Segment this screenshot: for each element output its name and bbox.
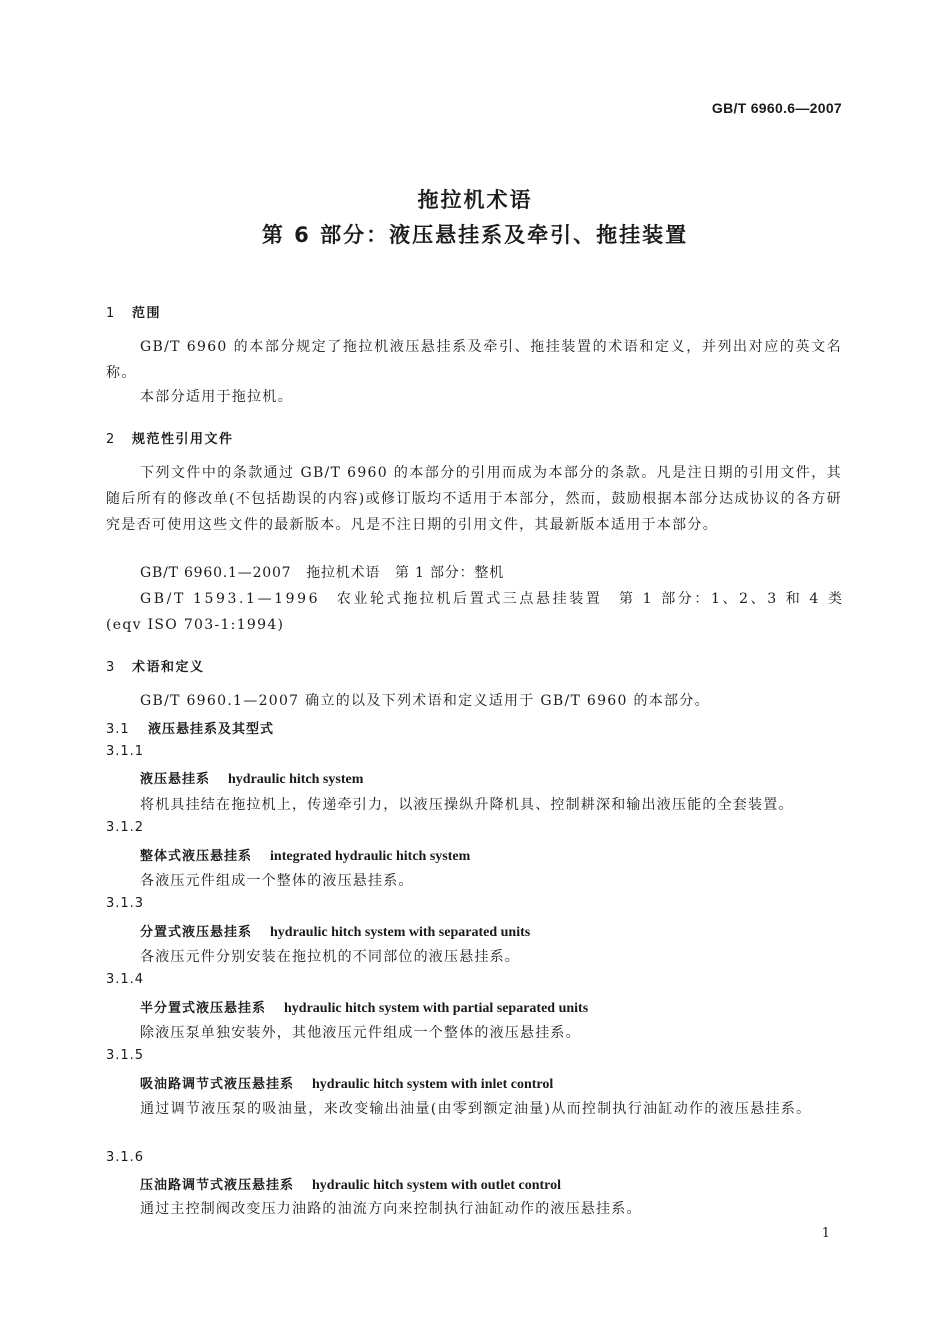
section-3-intro: GB/T 6960.1—2007 确立的以及下列术语和定义适用于 GB/T 6960 的本部分。: [140, 693, 710, 709]
section-1-scope-note: 本部分适用于拖拉机。: [140, 389, 293, 405]
term-number: 3.1.4: [106, 972, 145, 987]
normative-reference: GB/T 6960.1—2007 拖拉机术语 第 1 部分：整机: [140, 565, 504, 581]
term-definition: 通过调节液压泵的吸油量，来改变输出油量(由零到额定油量)从而控制执行油缸动作的液压悬挂系。: [140, 1101, 812, 1117]
subsection-title: 液压悬挂系及其型式: [148, 722, 275, 737]
subsection-number: 3.1: [106, 722, 130, 737]
term-english: hydraulic hitch system with separated units: [270, 925, 531, 940]
term-number: 3.1.1: [106, 744, 145, 759]
section-number: 2: [106, 432, 116, 447]
document-title: 拖拉机术语: [417, 188, 533, 212]
term-chinese: 吸油路调节式液压悬挂系: [140, 1077, 295, 1092]
normative-reference: GB/T 1593.1—1996 农业轮式拖拉机后置式三点悬挂装置 第 1 部分：1、2、3 和 4 类: [140, 591, 845, 607]
term-english: hydraulic hitch system with inlet control: [312, 1077, 554, 1092]
term-chinese: 分置式液压悬挂系: [140, 925, 253, 940]
subsection-3-1-heading: [106, 718, 274, 737]
term-number: 3.1.3: [106, 896, 145, 911]
standard-code: GB/T 6960.6—2007: [711, 100, 842, 116]
term-entry: [140, 845, 470, 865]
section-1-paragraph: GB/T 6960 的本部分规定了拖拉机液压悬挂系及牵引、拖挂装置的术语和定义，并列出对应的英文名称。: [106, 339, 842, 381]
section-2-heading: [106, 428, 234, 447]
term-chinese: 压油路调节式液压悬挂系: [140, 1178, 295, 1193]
section-title: 术语和定义: [132, 660, 205, 675]
page-number: 1: [821, 1226, 830, 1241]
term-chinese: 半分置式液压悬挂系: [140, 1001, 267, 1016]
term-definition: 除液压泵单独安装外，其他液压元件组成一个整体的液压悬挂系。: [140, 1025, 581, 1041]
term-number: 3.1.5: [106, 1048, 145, 1063]
section-2-paragraph: 下列文件中的条款通过 GB/T 6960 的本部分的引用而成为本部分的条款。凡是注日期的引用文件，其随后所有的修改单(不包括勘误的内容)或修订版均不适用于本部分，然而，鼓励根据本部分达成协议的各方研究是否可使用这些文件的最新版本。凡是不注日期的引用文件，其最新版本适用于本部分。: [106, 465, 842, 533]
term-number: 3.1.2: [106, 820, 145, 835]
term-definition: 通过主控制阀改变压力油路的油流方向来控制执行油缸动作的液压悬挂系。: [140, 1201, 642, 1217]
term-entry: [140, 921, 530, 941]
term-english: hydraulic hitch system: [228, 772, 364, 787]
normative-reference-continuation: (eqv ISO 703-1:1994): [106, 617, 285, 633]
term-entry: [140, 1073, 553, 1093]
term-entry: [140, 997, 588, 1017]
term-entry: [140, 1174, 561, 1194]
term-english: hydraulic hitch system with partial separated units: [284, 1001, 589, 1016]
term-english: integrated hydraulic hitch system: [270, 849, 471, 864]
term-chinese: 整体式液压悬挂系: [140, 849, 253, 864]
section-title: 范围: [132, 306, 162, 321]
term-english: hydraulic hitch system with outlet control: [312, 1178, 562, 1193]
section-number: 3: [106, 660, 116, 675]
term-definition: 各液压元件组成一个整体的液压悬挂系。: [140, 873, 414, 889]
term-number: 3.1.6: [106, 1150, 145, 1165]
term-definition: 将机具挂结在拖拉机上，传递牵引力，以液压操纵升降机具、控制耕深和输出液压能的全套装置。: [140, 797, 794, 813]
section-number: 1: [106, 306, 116, 321]
term-chinese: 液压悬挂系: [140, 772, 211, 787]
document-subtitle: 第 6 部分：液压悬挂系及牵引、拖挂装置: [261, 223, 689, 247]
section-3-heading: [106, 656, 205, 675]
section-title: 规范性引用文件: [132, 432, 234, 447]
term-definition: 各液压元件分别安装在拖拉机的不同部位的液压悬挂系。: [140, 949, 520, 965]
section-1-heading: [106, 302, 161, 321]
term-entry: [140, 768, 363, 788]
